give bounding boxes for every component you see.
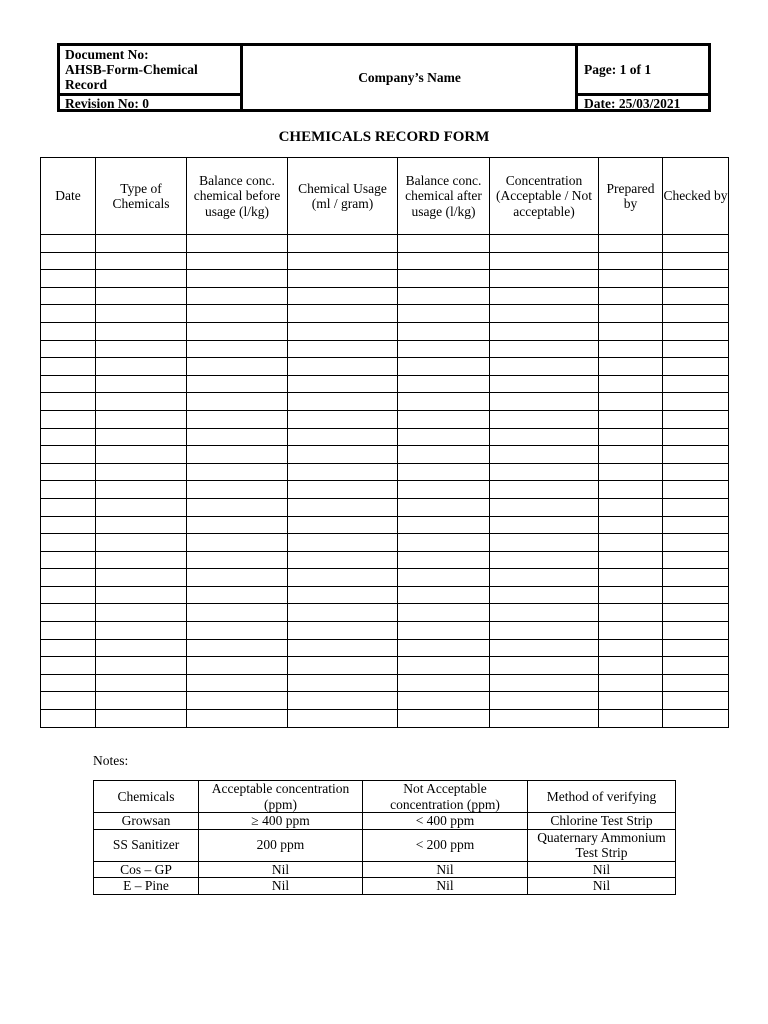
record-cell[interactable]	[187, 463, 288, 481]
record-cell[interactable]	[398, 586, 490, 604]
notes-header-acceptable: Acceptable concentration (ppm)	[199, 781, 363, 813]
record-row	[41, 270, 729, 288]
record-cell[interactable]	[398, 235, 490, 253]
record-cell[interactable]	[398, 516, 490, 534]
record-cell[interactable]	[288, 481, 398, 499]
document-header	[57, 43, 711, 112]
record-cell[interactable]	[187, 428, 288, 446]
record-row	[41, 569, 729, 587]
record-cell[interactable]	[663, 322, 729, 340]
record-cell[interactable]	[288, 622, 398, 640]
notes-cell: < 400 ppm	[363, 813, 528, 830]
record-cell[interactable]	[599, 322, 663, 340]
record-cell[interactable]	[663, 551, 729, 569]
record-cell[interactable]	[398, 657, 490, 675]
record-cell[interactable]	[187, 569, 288, 587]
record-cell[interactable]	[288, 692, 398, 710]
record-cell[interactable]	[41, 604, 96, 622]
record-cell[interactable]	[187, 710, 288, 728]
record-cell[interactable]	[398, 446, 490, 464]
record-cell[interactable]	[663, 340, 729, 358]
record-cell[interactable]	[187, 446, 288, 464]
record-cell[interactable]	[663, 657, 729, 675]
record-cell[interactable]	[490, 516, 599, 534]
record-row	[41, 463, 729, 481]
record-row	[41, 674, 729, 692]
record-cell[interactable]	[599, 534, 663, 552]
record-cell[interactable]	[663, 287, 729, 305]
record-cell[interactable]	[187, 358, 288, 376]
record-cell[interactable]	[599, 481, 663, 499]
record-cell[interactable]	[663, 305, 729, 323]
record-cell[interactable]	[663, 235, 729, 253]
record-cell[interactable]	[490, 305, 599, 323]
record-cell[interactable]	[599, 710, 663, 728]
notes-header-row	[94, 781, 676, 813]
record-cell[interactable]	[490, 586, 599, 604]
record-row	[41, 305, 729, 323]
record-cell[interactable]	[288, 428, 398, 446]
record-cell[interactable]	[187, 287, 288, 305]
record-cell[interactable]	[41, 358, 96, 376]
record-cell[interactable]	[663, 534, 729, 552]
record-cell[interactable]	[96, 375, 187, 393]
record-cell[interactable]	[663, 498, 729, 516]
record-cell[interactable]	[41, 498, 96, 516]
record-cell[interactable]	[288, 358, 398, 376]
record-cell[interactable]	[187, 235, 288, 253]
record-body	[41, 235, 729, 728]
record-cell[interactable]	[599, 498, 663, 516]
record-cell[interactable]	[398, 622, 490, 640]
document-number	[65, 47, 240, 92]
record-cell[interactable]	[41, 692, 96, 710]
record-cell[interactable]	[41, 305, 96, 323]
record-cell[interactable]	[41, 639, 96, 657]
notes-header-not-acceptable: Not Acceptable concentration (ppm)	[363, 781, 528, 813]
record-row	[41, 622, 729, 640]
record-cell[interactable]	[599, 622, 663, 640]
record-cell[interactable]	[398, 710, 490, 728]
record-cell[interactable]	[490, 287, 599, 305]
record-row	[41, 358, 729, 376]
record-cell[interactable]	[187, 498, 288, 516]
record-cell[interactable]	[41, 463, 96, 481]
revision-number: Revision No: 0	[65, 96, 149, 111]
record-cell[interactable]	[41, 586, 96, 604]
notes-cell: Cos – GP	[94, 861, 199, 878]
record-cell[interactable]	[398, 393, 490, 411]
record-cell[interactable]	[96, 674, 187, 692]
record-cell[interactable]	[599, 305, 663, 323]
notes-cell: Nil	[363, 878, 528, 895]
record-row	[41, 235, 729, 253]
record-cell[interactable]	[288, 446, 398, 464]
record-cell[interactable]	[41, 710, 96, 728]
notes-cell: Growsan	[94, 813, 199, 830]
notes-cell: Nil	[363, 861, 528, 878]
record-cell[interactable]	[41, 551, 96, 569]
record-cell[interactable]	[599, 569, 663, 587]
record-cell[interactable]	[187, 375, 288, 393]
record-cell[interactable]	[490, 622, 599, 640]
record-cell[interactable]	[599, 639, 663, 657]
notes-row	[94, 829, 676, 861]
record-cell[interactable]	[663, 481, 729, 499]
record-cell[interactable]	[663, 604, 729, 622]
record-cell[interactable]	[398, 358, 490, 376]
document-date: Date: 25/03/2021	[584, 96, 681, 111]
record-cell[interactable]	[599, 393, 663, 411]
record-cell[interactable]	[288, 305, 398, 323]
record-cell[interactable]	[599, 287, 663, 305]
record-cell[interactable]	[41, 393, 96, 411]
record-cell[interactable]	[96, 622, 187, 640]
record-cell[interactable]	[187, 692, 288, 710]
record-cell[interactable]	[663, 358, 729, 376]
record-cell[interactable]	[490, 710, 599, 728]
record-cell[interactable]	[288, 252, 398, 270]
notes-cell: SS Sanitizer	[94, 829, 199, 861]
record-cell[interactable]	[663, 516, 729, 534]
record-cell[interactable]	[398, 322, 490, 340]
column-header-type: Type of Chemicals	[96, 158, 187, 235]
record-cell[interactable]	[288, 534, 398, 552]
record-cell[interactable]	[288, 410, 398, 428]
record-cell[interactable]	[663, 446, 729, 464]
notes-header-chemicals: Chemicals	[94, 781, 199, 813]
record-cell[interactable]	[288, 710, 398, 728]
record-cell[interactable]	[663, 252, 729, 270]
record-cell[interactable]	[398, 481, 490, 499]
record-cell[interactable]	[41, 657, 96, 675]
record-cell[interactable]	[398, 639, 490, 657]
record-row	[41, 481, 729, 499]
record-cell[interactable]	[41, 481, 96, 499]
record-cell[interactable]	[96, 322, 187, 340]
record-cell[interactable]	[41, 569, 96, 587]
record-cell[interactable]	[41, 235, 96, 253]
notes-header-method: Method of verifying	[528, 781, 676, 813]
record-cell[interactable]	[187, 410, 288, 428]
record-row	[41, 410, 729, 428]
record-cell[interactable]	[96, 270, 187, 288]
record-row	[41, 428, 729, 446]
record-cell[interactable]	[96, 692, 187, 710]
column-header-concentration: Concentration (Acceptable / Not acceptable)	[490, 158, 599, 235]
record-cell[interactable]	[41, 287, 96, 305]
record-cell[interactable]	[490, 463, 599, 481]
record-row	[41, 657, 729, 675]
record-cell[interactable]	[187, 322, 288, 340]
record-cell[interactable]	[490, 481, 599, 499]
record-cell[interactable]	[490, 358, 599, 376]
notes-cell: Nil	[199, 861, 363, 878]
record-cell[interactable]	[490, 270, 599, 288]
record-cell[interactable]	[663, 569, 729, 587]
record-cell[interactable]	[490, 639, 599, 657]
record-cell[interactable]	[398, 287, 490, 305]
record-cell[interactable]	[96, 252, 187, 270]
notes-cell: Quaternary Ammonium Test Strip	[528, 829, 676, 861]
record-cell[interactable]	[187, 481, 288, 499]
record-cell[interactable]	[599, 340, 663, 358]
record-cell[interactable]	[663, 622, 729, 640]
document-number-value: AHSB-Form-Chemical Record	[65, 62, 198, 92]
record-cell[interactable]	[288, 657, 398, 675]
record-cell[interactable]	[96, 657, 187, 675]
record-cell[interactable]	[96, 481, 187, 499]
record-cell[interactable]	[490, 657, 599, 675]
record-cell[interactable]	[490, 252, 599, 270]
record-cell[interactable]	[663, 428, 729, 446]
record-row	[41, 375, 729, 393]
record-cell[interactable]	[398, 674, 490, 692]
record-cell[interactable]	[41, 322, 96, 340]
record-cell[interactable]	[96, 446, 187, 464]
record-cell[interactable]	[96, 639, 187, 657]
record-row	[41, 340, 729, 358]
record-cell[interactable]	[398, 270, 490, 288]
record-cell[interactable]	[41, 270, 96, 288]
record-cell[interactable]	[490, 674, 599, 692]
form-title: CHEMICALS RECORD FORM	[278, 129, 490, 145]
record-cell[interactable]	[490, 340, 599, 358]
record-cell[interactable]	[187, 604, 288, 622]
record-cell[interactable]	[288, 375, 398, 393]
record-row	[41, 393, 729, 411]
record-cell[interactable]	[599, 446, 663, 464]
record-cell[interactable]	[41, 516, 96, 534]
record-cell[interactable]	[490, 375, 599, 393]
record-cell[interactable]	[398, 692, 490, 710]
record-cell[interactable]	[599, 252, 663, 270]
record-header-row	[41, 158, 729, 235]
document-number-label: Document No:	[65, 47, 149, 62]
record-cell[interactable]	[288, 463, 398, 481]
record-cell[interactable]	[398, 569, 490, 587]
record-cell[interactable]	[663, 375, 729, 393]
record-cell[interactable]	[288, 270, 398, 288]
notes-cell: Chlorine Test Strip	[528, 813, 676, 830]
record-cell[interactable]	[599, 270, 663, 288]
record-row	[41, 287, 729, 305]
record-cell[interactable]	[663, 463, 729, 481]
record-cell[interactable]	[490, 604, 599, 622]
record-cell[interactable]	[398, 428, 490, 446]
record-cell[interactable]	[398, 375, 490, 393]
column-header-balance-before: Balance conc. chemical before usage (l/kg)	[187, 158, 288, 235]
notes-cell: 200 ppm	[199, 829, 363, 861]
record-cell[interactable]	[96, 287, 187, 305]
notes-cell: ≥ 400 ppm	[199, 813, 363, 830]
record-row	[41, 252, 729, 270]
notes-row	[94, 813, 676, 830]
notes-row	[94, 878, 676, 895]
record-cell[interactable]	[599, 358, 663, 376]
record-cell[interactable]	[187, 586, 288, 604]
record-row	[41, 551, 729, 569]
record-cell[interactable]	[599, 516, 663, 534]
notes-label: Notes:	[93, 753, 129, 768]
notes-cell: < 200 ppm	[363, 829, 528, 861]
column-header-usage: Chemical Usage (ml / gram)	[288, 158, 398, 235]
column-header-date: Date	[41, 158, 96, 235]
record-cell[interactable]	[490, 446, 599, 464]
record-cell[interactable]	[41, 340, 96, 358]
record-cell[interactable]	[599, 375, 663, 393]
record-cell[interactable]	[187, 674, 288, 692]
record-row	[41, 498, 729, 516]
record-cell[interactable]	[599, 235, 663, 253]
record-cell[interactable]	[41, 622, 96, 640]
record-cell[interactable]	[96, 569, 187, 587]
record-cell[interactable]	[398, 463, 490, 481]
column-header-prepared-by: Prepared by	[599, 158, 663, 235]
record-cell[interactable]	[398, 305, 490, 323]
record-cell[interactable]	[288, 287, 398, 305]
record-cell[interactable]	[288, 516, 398, 534]
record-cell[interactable]	[187, 252, 288, 270]
record-cell[interactable]	[490, 692, 599, 710]
record-cell[interactable]	[599, 657, 663, 675]
record-cell[interactable]	[288, 569, 398, 587]
record-cell[interactable]	[663, 270, 729, 288]
record-row	[41, 534, 729, 552]
record-cell[interactable]	[599, 410, 663, 428]
notes-cell: E – Pine	[94, 878, 199, 895]
record-row	[41, 586, 729, 604]
record-cell[interactable]	[288, 586, 398, 604]
record-cell[interactable]	[187, 639, 288, 657]
record-cell[interactable]	[187, 305, 288, 323]
record-cell[interactable]	[288, 393, 398, 411]
record-cell[interactable]	[41, 674, 96, 692]
record-cell[interactable]	[96, 393, 187, 411]
record-cell[interactable]	[96, 358, 187, 376]
column-header-checked-by: Checked by	[663, 158, 729, 235]
notes-cell: Nil	[528, 878, 676, 895]
record-cell[interactable]	[96, 551, 187, 569]
record-cell[interactable]	[41, 446, 96, 464]
record-cell[interactable]	[490, 498, 599, 516]
record-cell[interactable]	[490, 410, 599, 428]
record-cell[interactable]	[663, 393, 729, 411]
record-row	[41, 604, 729, 622]
record-cell[interactable]	[96, 410, 187, 428]
record-cell[interactable]	[41, 410, 96, 428]
page-number: Page: 1 of 1	[584, 62, 652, 77]
record-cell[interactable]	[663, 674, 729, 692]
record-cell[interactable]	[96, 428, 187, 446]
record-cell[interactable]	[187, 393, 288, 411]
record-cell[interactable]	[288, 498, 398, 516]
record-cell[interactable]	[187, 622, 288, 640]
record-cell[interactable]	[41, 375, 96, 393]
record-cell[interactable]	[187, 657, 288, 675]
chemical-record-table	[40, 157, 729, 728]
record-cell[interactable]	[599, 604, 663, 622]
record-cell[interactable]	[663, 639, 729, 657]
record-cell[interactable]	[599, 692, 663, 710]
record-cell[interactable]	[96, 340, 187, 358]
record-cell[interactable]	[599, 428, 663, 446]
record-cell[interactable]	[490, 534, 599, 552]
record-cell[interactable]	[96, 710, 187, 728]
record-row	[41, 322, 729, 340]
record-cell[interactable]	[187, 551, 288, 569]
record-cell[interactable]	[599, 463, 663, 481]
record-cell[interactable]	[398, 534, 490, 552]
record-cell[interactable]	[96, 498, 187, 516]
record-cell[interactable]	[288, 322, 398, 340]
record-cell[interactable]	[96, 586, 187, 604]
record-row	[41, 710, 729, 728]
record-cell[interactable]	[599, 586, 663, 604]
record-cell[interactable]	[490, 322, 599, 340]
notes-cell: Nil	[199, 878, 363, 895]
record-cell[interactable]	[187, 340, 288, 358]
record-cell[interactable]	[663, 586, 729, 604]
record-cell[interactable]	[41, 534, 96, 552]
record-cell[interactable]	[96, 534, 187, 552]
record-cell[interactable]	[599, 551, 663, 569]
record-cell[interactable]	[398, 498, 490, 516]
record-cell[interactable]	[288, 639, 398, 657]
record-cell[interactable]	[187, 534, 288, 552]
record-cell[interactable]	[398, 340, 490, 358]
record-cell[interactable]	[663, 692, 729, 710]
record-cell[interactable]	[288, 340, 398, 358]
record-cell[interactable]	[490, 235, 599, 253]
record-cell[interactable]	[288, 551, 398, 569]
record-cell[interactable]	[41, 428, 96, 446]
record-cell[interactable]	[41, 252, 96, 270]
notes-table	[93, 780, 676, 895]
company-name: Company’s Name	[358, 70, 461, 85]
record-cell[interactable]	[398, 551, 490, 569]
record-cell[interactable]	[288, 604, 398, 622]
record-row	[41, 639, 729, 657]
record-cell[interactable]	[398, 604, 490, 622]
notes-cell: Nil	[528, 861, 676, 878]
record-cell[interactable]	[187, 516, 288, 534]
record-cell[interactable]	[398, 410, 490, 428]
record-row	[41, 446, 729, 464]
record-row	[41, 692, 729, 710]
record-cell[interactable]	[96, 463, 187, 481]
notes-row	[94, 861, 676, 878]
record-cell[interactable]	[599, 674, 663, 692]
record-cell[interactable]	[663, 710, 729, 728]
column-header-balance-after: Balance conc. chemical after usage (l/kg)	[398, 158, 490, 235]
record-row	[41, 516, 729, 534]
record-cell[interactable]	[490, 428, 599, 446]
record-cell[interactable]	[288, 235, 398, 253]
record-cell[interactable]	[490, 393, 599, 411]
record-cell[interactable]	[490, 569, 599, 587]
record-cell[interactable]	[187, 270, 288, 288]
record-cell[interactable]	[96, 305, 187, 323]
record-cell[interactable]	[96, 604, 187, 622]
record-cell[interactable]	[663, 410, 729, 428]
record-cell[interactable]	[288, 674, 398, 692]
record-cell[interactable]	[96, 235, 187, 253]
record-cell[interactable]	[398, 252, 490, 270]
record-cell[interactable]	[490, 551, 599, 569]
record-cell[interactable]	[96, 516, 187, 534]
